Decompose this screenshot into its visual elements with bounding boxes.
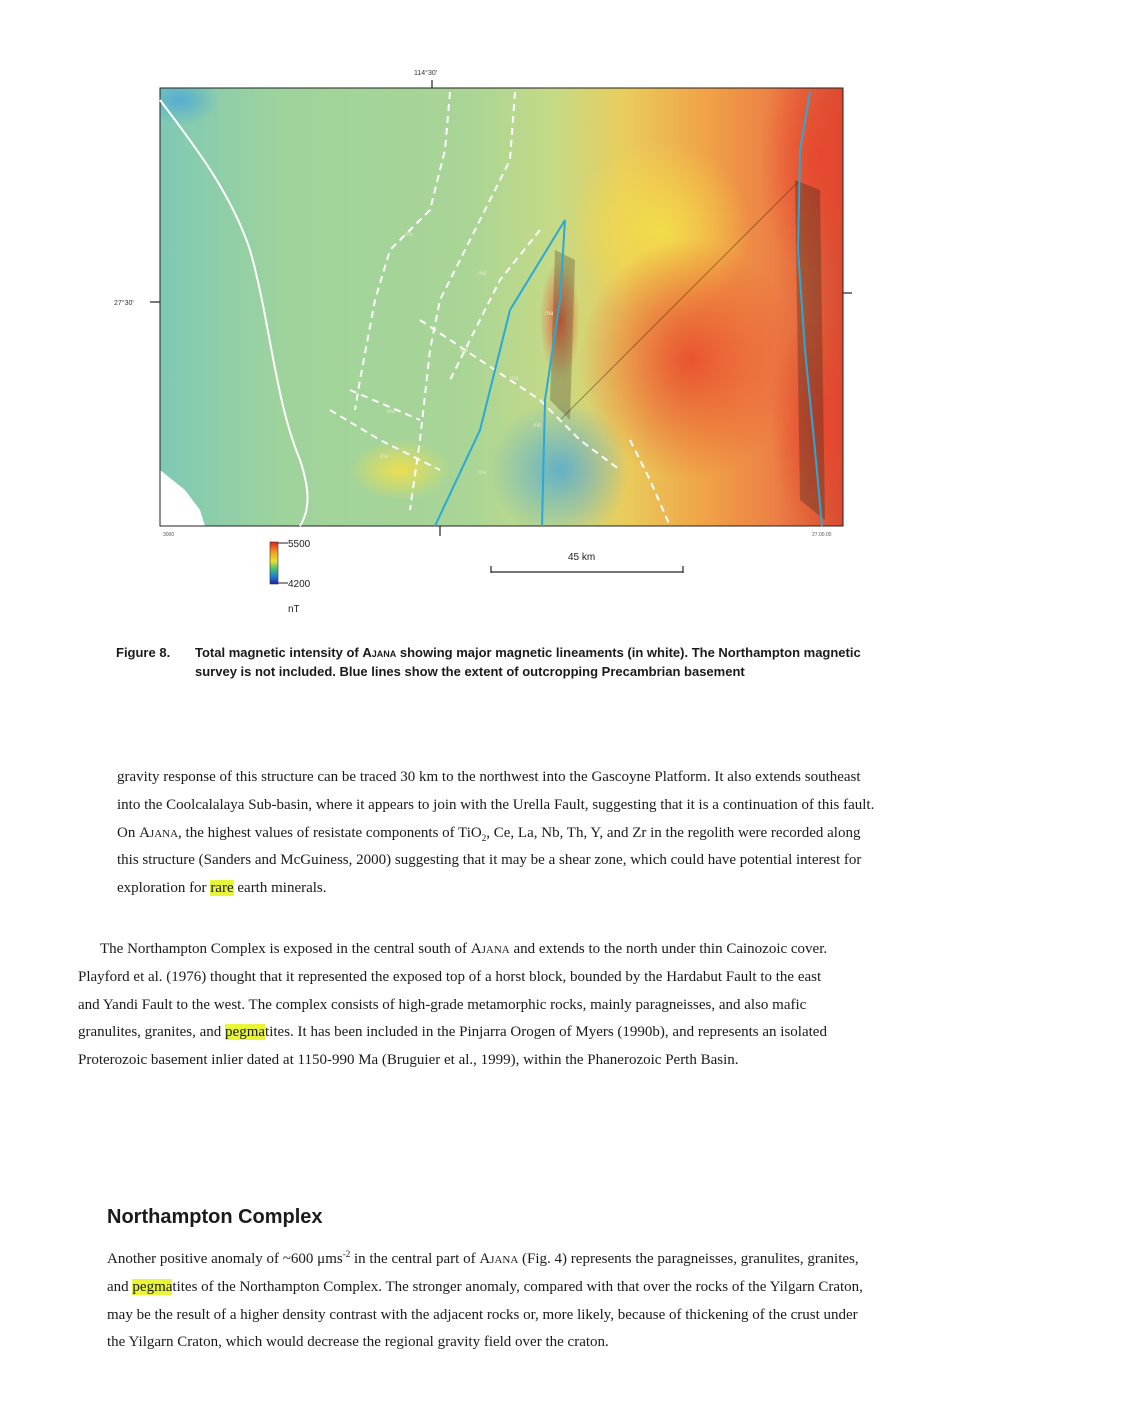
para3-place: Ajana <box>479 1251 519 1267</box>
para3-superscript: -2 <box>342 1249 351 1259</box>
para3-text-1: Another positive anomaly of ~600 μms <box>107 1251 343 1267</box>
colorbar-min-label: 4200 <box>288 579 311 590</box>
para3-text-4: tites of the Northampton Complex. The stronger anomaly, compared with that over the rocks of the Yilgarn Craton, may be the result of a higher density contrast with the adjacent rocks or, more likely, because of thickening of the crust under the Yilgarn Craton, which would decrease the regional gravity field over the craton. <box>107 1278 863 1351</box>
figure-caption <box>116 643 876 681</box>
lineament-label: mb <box>460 348 469 354</box>
para2-highlight: pegma <box>225 1024 266 1041</box>
bottom-right-corner-label: 27.00.00 <box>812 532 832 538</box>
scale-bar <box>491 552 683 573</box>
caption-text <box>195 643 876 681</box>
para2-text-1: The Northampton Complex is exposed in the central south of <box>100 941 468 957</box>
lineament-label: md <box>478 271 487 277</box>
caption-place: Ajana <box>362 645 397 660</box>
para3-text-2: in the central part of <box>353 1251 476 1267</box>
colorbar-max-label: 5500 <box>288 539 311 550</box>
paragraph-1 <box>117 764 877 903</box>
para1-place: Ajana <box>139 824 179 841</box>
scale-bar-label: 45 km <box>568 552 596 563</box>
top-longitude-label: 114°30' <box>414 70 438 77</box>
para1-highlight: rare <box>210 880 234 897</box>
para2-text-2: and extends to the north under thin Cainozoic cover. Playford et al. (1976) thought that it represented the exposed top of a horst block, bounded by the Hardabut Fault to the east and Yandi Fault to the west. The complex consists of high-grade metamorphic rocks, mainly paragneisses, and also mafic granulites, granites, and <box>78 941 828 1041</box>
colorbar-unit-label: nT <box>288 604 300 615</box>
map-raster <box>140 40 880 540</box>
lineament-label: mb <box>533 423 542 429</box>
para1-text-2: , the highest values of resistate components of TiO <box>178 824 482 841</box>
para1-text-4: earth minerals. <box>237 880 327 897</box>
lineament-label: ma <box>387 409 396 415</box>
figure-8 <box>0 0 1125 630</box>
paragraph-2 <box>78 936 838 1075</box>
para3-text-3: (Fig. 4) represents the paragneisses, granulites, granites, and <box>107 1251 859 1295</box>
lineament-label: ma <box>380 454 389 460</box>
caption-text-b: showing major magnetic lineaments (in white). The Northampton magnetic survey is not included. Blue lines show the extent of outcropping Precambrian basement <box>195 645 861 679</box>
para1-text-3: , Ce, La, Nb, Th, Y, and Zr in the regolith were recorded along this structure (Sanders and McGuiness, 2000) suggesting that it may be a shear zone, which could have potential interest for exploration for <box>117 824 862 897</box>
bottom-left-corner-label: 3000 <box>163 532 175 538</box>
para2-text-3: tites. It has been included in the Pinjarra Orogen of Myers (1990b), and represents an isolated Proterozoic basement inlier dated at 1150-990 Ma (Bruguier et al., 1999), within the Phanerozoic Perth Basin. <box>78 1024 827 1069</box>
para1-subscript: 2 <box>481 832 487 843</box>
caption-label: Figure 8. <box>116 645 171 660</box>
para3-highlight: pegma <box>132 1278 173 1295</box>
section-heading: Northampton Complex <box>107 1206 323 1228</box>
para2-place: Ajana <box>470 941 510 957</box>
magnetic-intensity-map <box>0 0 1125 630</box>
lineament-label: ma <box>510 376 519 382</box>
colorbar <box>270 539 311 615</box>
para1-text-1: gravity response of this structure can be traced 30 km to the northwest into the Gascoyne Platform. It also extends southeast into the Coolcalalaya Sub-basin, where it appears to join with the Urella Fault, suggesting that it is a continuation of this fault. On <box>117 769 875 841</box>
lineament-label: ma <box>478 470 487 476</box>
lineament-label: mc <box>405 232 413 238</box>
paragraph-3 <box>107 1246 867 1357</box>
left-latitude-label: 27°30' <box>114 300 134 307</box>
caption-text-a: Total magnetic intensity of <box>195 645 359 660</box>
lineament-label: ma <box>545 311 554 317</box>
